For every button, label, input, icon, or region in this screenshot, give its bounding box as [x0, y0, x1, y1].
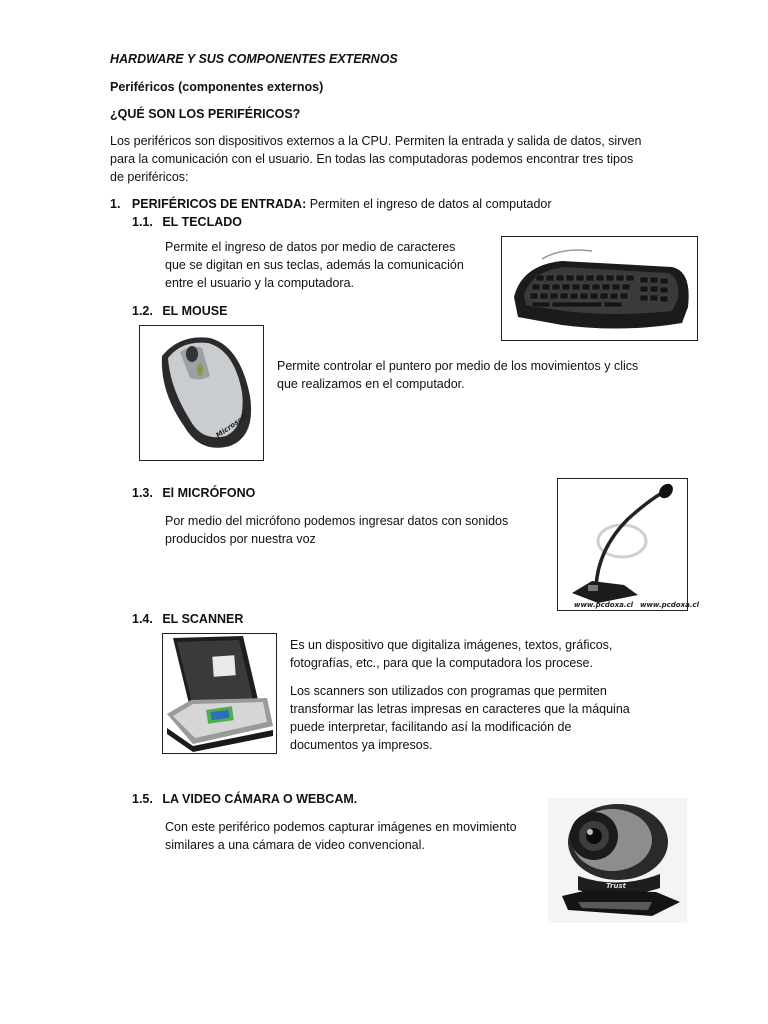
scanner-title: EL SCANNER [162, 612, 244, 626]
microphone-watermark-right: www.pcdoxa.cl [640, 601, 700, 609]
intro-line: de periféricos: [110, 170, 189, 184]
scanner-image [162, 633, 277, 754]
webcam-icon [548, 798, 687, 923]
mouse-icon [140, 326, 263, 460]
keyboard-icon [502, 237, 697, 340]
mouse-image [139, 325, 264, 461]
document-subtitle: Periféricos (componentes externos) [110, 80, 324, 94]
microphone-title: El MICRÓFONO [162, 486, 256, 500]
mouse-line: Permite controlar el puntero por medio de los movimientos y clics [277, 359, 639, 373]
scanner-description-a [290, 636, 612, 672]
scanner-line: Es un dispositivo que digitaliza imágenes, textos, gráficos, [290, 638, 613, 652]
microphone-icon [558, 479, 700, 610]
mouse-title: EL MOUSE [162, 304, 228, 318]
mouse-number: 1.2. [132, 304, 153, 318]
webcam-line: similares a una cámara de video convencional. [165, 838, 425, 852]
keyboard-number: 1.1. [132, 215, 153, 229]
webcam-heading [132, 790, 357, 808]
mouse-heading [132, 302, 227, 320]
webcam-image [547, 797, 688, 924]
microphone-watermark-left: www.pcdoxa.cl [574, 601, 634, 609]
keyboard-description [165, 238, 464, 292]
section-heading-rest: Permiten el ingreso de datos al computador [306, 197, 552, 211]
mouse-line: que realizamos en el computador. [277, 377, 465, 391]
microphone-number: 1.3. [132, 486, 153, 500]
microphone-line: Por medio del micrófono podemos ingresar datos con sonidos [165, 514, 509, 528]
scanner-line: puede interpretar, facilitando así la modificación de [290, 720, 572, 734]
scanner-number: 1.4. [132, 612, 153, 626]
scanner-heading [132, 610, 243, 628]
section-heading-bold: PERIFÉRICOS DE ENTRADA: [131, 197, 307, 211]
intro-paragraph [110, 132, 642, 186]
section-number: 1. [110, 197, 121, 211]
keyboard-heading [132, 213, 242, 231]
mouse-brand-text: Microsoft [214, 411, 250, 440]
keyboard-line: que se digitan en sus teclas, además la comunicación [165, 258, 464, 272]
webcam-number: 1.5. [132, 792, 153, 806]
keyboard-line: entre el usuario y la computadora. [165, 276, 354, 290]
microphone-image [557, 478, 700, 611]
intro-line: para la comunicación con el usuario. En todas las computadoras podemos encontrar tres tipos [110, 152, 634, 166]
keyboard-line: Permite el ingreso de datos por medio de caracteres [165, 240, 456, 254]
mouse-description [277, 357, 638, 393]
scanner-icon [163, 634, 276, 753]
question-heading: ¿QUÉ SON LOS PERIFÉRICOS? [110, 107, 301, 121]
microphone-line: producidos por nuestra voz [165, 532, 316, 546]
microphone-description [165, 512, 508, 548]
microphone-heading [132, 484, 255, 502]
intro-line: Los periféricos son dispositivos externos a la CPU. Permiten la entrada y salida de datos, sirven [110, 134, 642, 148]
keyboard-image [501, 236, 698, 341]
keyboard-title: EL TECLADO [162, 215, 242, 229]
document-title: HARDWARE Y SUS COMPONENTES EXTERNOS [110, 52, 398, 66]
scanner-line: Los scanners son utilizados con programas que permiten [290, 684, 607, 698]
scanner-line: fotografías, etc., para que la computadora los procese. [290, 656, 593, 670]
webcam-brand-text: Trust [606, 882, 626, 890]
webcam-line: Con este periférico podemos capturar imágenes en movimiento [165, 820, 517, 834]
scanner-line: documentos ya impresos. [290, 738, 433, 752]
webcam-description [165, 818, 517, 854]
scanner-description-b [290, 682, 630, 754]
webcam-title: LA VIDEO CÁMARA O WEBCAM. [162, 792, 358, 806]
scanner-line: transformar las letras impresas en caracteres que la máquina [290, 702, 630, 716]
section-heading [110, 195, 552, 213]
